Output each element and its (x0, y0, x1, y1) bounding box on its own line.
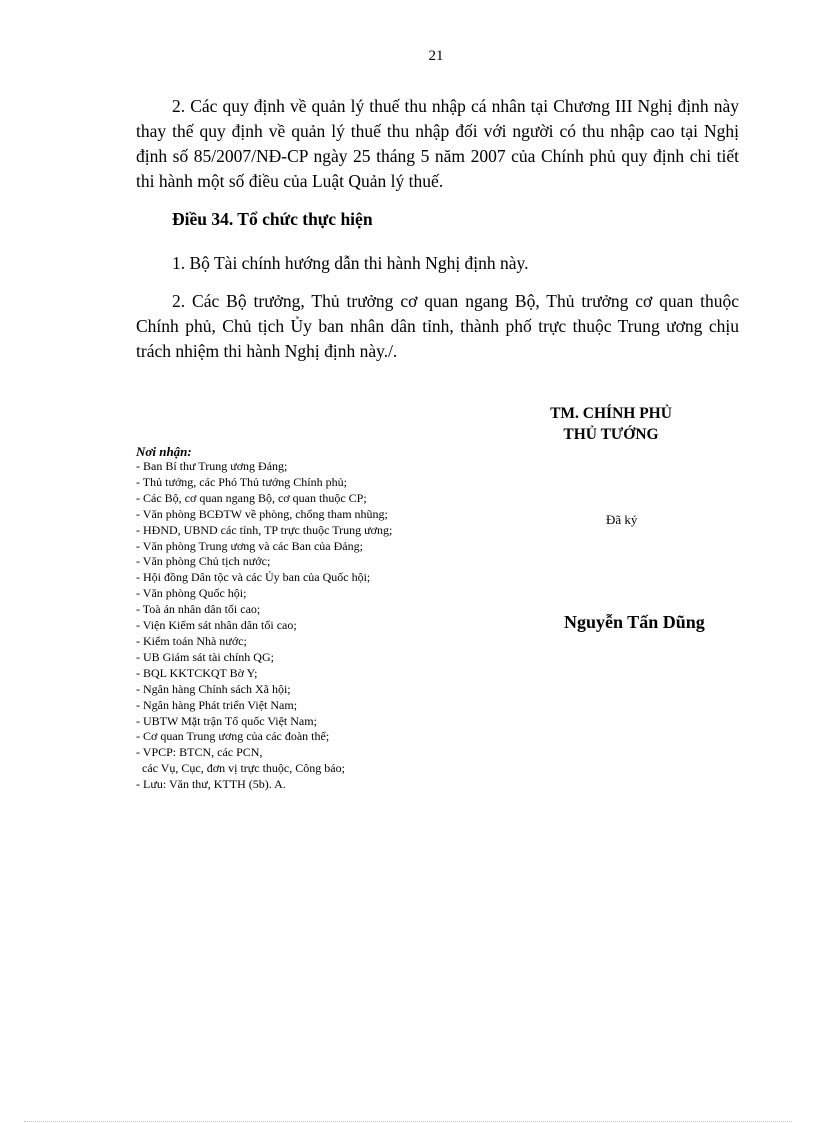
article-heading: Điều 34. Tổ chức thực hiện (172, 209, 373, 229)
recipient-item: - UBTW Mặt trận Tổ quốc Việt Nam; (136, 713, 317, 728)
recipient-item: - VPCP: BTCN, các PCN, (136, 745, 263, 760)
paragraph-implementation: 2. Các Bộ trưởng, Thủ trưởng cơ quan ngang Bộ, Thủ trưởng cơ quan thuộc Chính phủ, Chủ tịch Ủy ban nhân dân tỉnh, thành phố trực thuộc Trung ương chịu trách nhiệm thi hành Nghị định này./. (136, 291, 739, 361)
paragraph-management-rules: 2. Các quy định về quản lý thuế thu nhập cá nhân tại Chương III Nghị định này thay thế quy định về quản lý thuế thu nhập đối với người có thu nhập cao tại Nghị định số 85/2007/NĐ-CP ngày 25 tháng 5 năm 2007 của Chính phủ quy định chi tiết thi hành một số điều của Luật Quản lý thuế. (136, 96, 739, 191)
recipient-item: - Văn phòng Quốc hội; (136, 586, 247, 601)
signed-note: Đã ký (606, 512, 638, 527)
recipient-item: - Cơ quan Trung ương của các đoàn thể; (136, 729, 330, 744)
recipient-item: - Viện Kiểm sát nhân dân tối cao; (136, 618, 297, 633)
recipient-item: - HĐND, UBND các tỉnh, TP trực thuộc Trung ương; (136, 522, 393, 537)
recipient-item: - Hội đồng Dân tộc và các Ủy ban của Quốc hội; (136, 570, 371, 585)
recipient-item: - Ngân hàng Chính sách Xã hội; (136, 681, 291, 696)
recipient-item: - Lưu: Văn thư, KTTH (5b). A. (136, 777, 286, 792)
recipient-item: - Văn phòng BCĐTW về phòng, chống tham nhũng; (136, 506, 388, 521)
recipient-item: - UB Giám sát tài chính QG; (136, 649, 274, 664)
recipient-item: - Ban Bí thư Trung ương Đảng; (136, 459, 288, 473)
recipients-title: Nơi nhận: (136, 444, 192, 459)
page-number: 21 (428, 48, 444, 64)
recipient-item: - Kiểm toán Nhà nước; (136, 633, 247, 648)
recipient-item: - Các Bộ, cơ quan ngang Bộ, cơ quan thuộc CP; (136, 490, 367, 505)
recipient-item: các Vụ, Cục, đơn vị trực thuộc, Công báo; (136, 761, 345, 776)
recipient-item: - Toà án nhân dân tối cao; (136, 602, 261, 617)
recipient-item: - Văn phòng Chủ tịch nước; (136, 554, 271, 569)
recipients-list (136, 459, 516, 793)
signer-org: TM. CHÍNH PHỦ (550, 405, 672, 422)
signer-block (500, 403, 722, 445)
recipient-item: - Ngân hàng Phát triển Việt Nam; (136, 697, 298, 712)
paragraph-finance-ministry: 1. Bộ Tài chính hướng dẫn thi hành Nghị định này. (172, 253, 529, 273)
signer-name: Nguyễn Tấn Dũng (564, 612, 705, 632)
footer-rule (24, 1121, 792, 1122)
signer-title: THỦ TƯỚNG (563, 426, 659, 443)
recipients-block (136, 444, 516, 793)
recipient-item: - Văn phòng Trung ương và các Ban của Đảng; (136, 538, 363, 553)
recipient-item: - Thủ tướng, các Phó Thủ tướng Chính phủ; (136, 474, 347, 489)
recipient-item: - BQL KKTCKQT Bờ Y; (136, 665, 258, 680)
